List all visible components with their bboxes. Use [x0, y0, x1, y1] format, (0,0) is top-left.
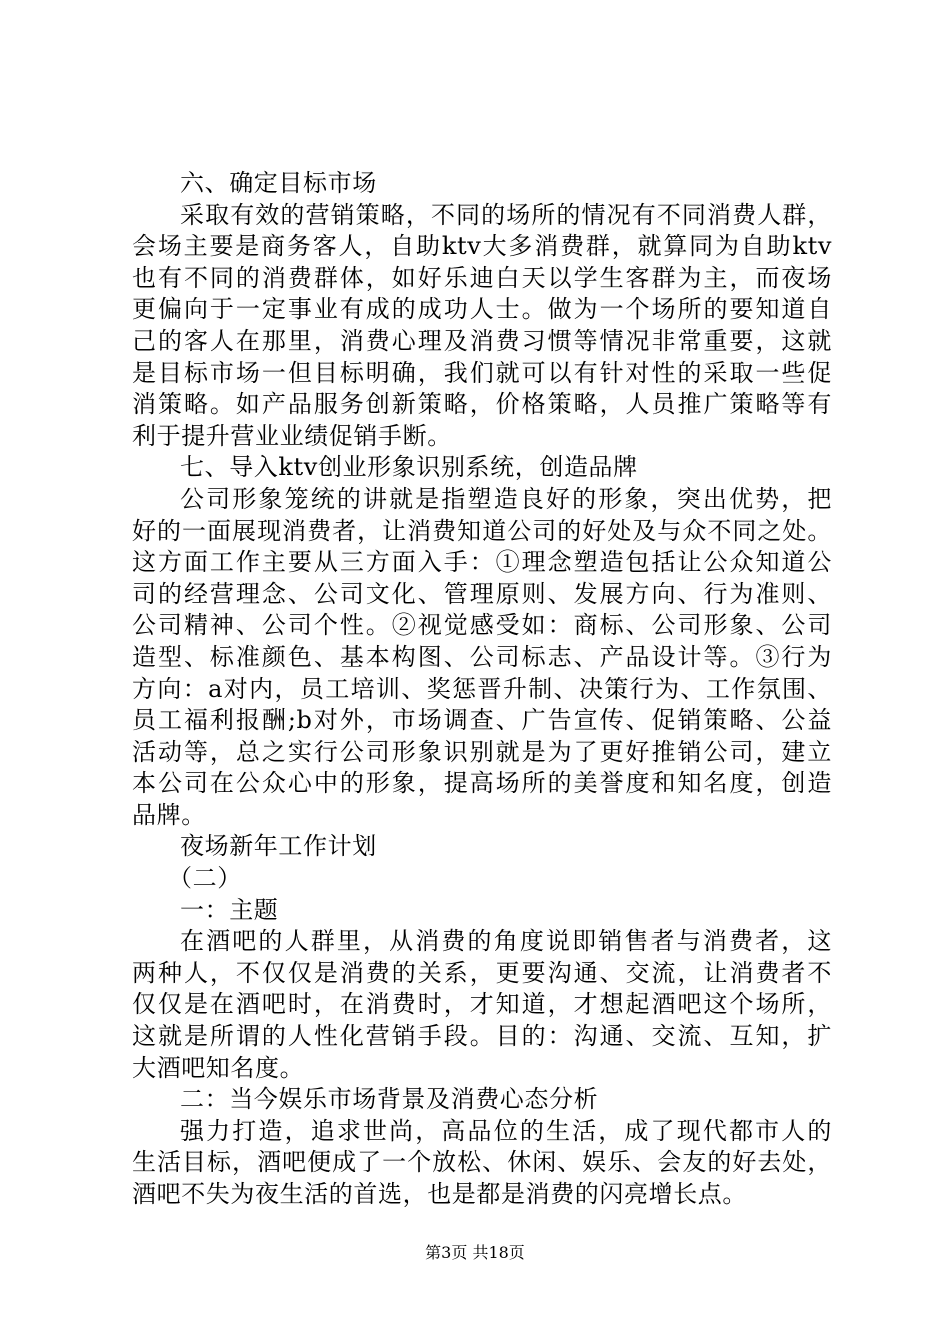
paragraph-line: 大酒吧知名度。 — [132, 1053, 305, 1082]
section-heading-6: 六、确定目标市场 — [180, 169, 377, 197]
paragraph-line: 员工福利报酬;b对外，市场调查、广告宣传、促销策略、公益 — [132, 706, 832, 735]
paragraph-line: 消策略。如产品服务创新策略，价格策略，人员推广策略等有 — [132, 390, 832, 419]
paragraph-line: 仅仅是在酒吧时，在消费时，才知道，才想起酒吧这个场所， — [132, 990, 832, 1019]
section-heading-2: 二：当今娱乐市场背景及消费心态分析 — [180, 1085, 599, 1114]
paragraph-line: 方向：a对内，员工培训、奖惩晋升制、决策行为、工作氛围、 — [132, 674, 832, 703]
paragraph-line: 在酒吧的人群里，从消费的角度说即销售者与消费者，这 — [180, 927, 832, 956]
paragraph-line: 两种人，不仅仅是消费的关系，更要沟通、交流，让消费者不 — [132, 958, 832, 987]
section-heading-7: 七、导入ktv创业形象识别系统，创造品牌 — [180, 453, 638, 482]
paragraph-line: 好的一面展现消费者，让消费知道公司的好处及与众不同之处。 — [132, 516, 832, 545]
paragraph-line: 本公司在公众心中的形象，提高场所的美誉度和知名度，创造 — [132, 769, 832, 798]
paragraph-line: 公司形象笼统的讲就是指塑造良好的形象，突出优势，把 — [180, 484, 832, 513]
paragraph-line: 会场主要是商务客人，自助ktv大多消费群，就算同为自助ktv — [132, 232, 832, 261]
paragraph-line: 生活目标，酒吧便成了一个放松、休闲、娱乐、会友的好去处， — [132, 1148, 832, 1177]
paragraph-line: 强力打造，追求世尚，高品位的生活，成了现代都市人的 — [180, 1116, 832, 1145]
page-number-footer: 第3页 共18页 — [425, 1243, 525, 1262]
paragraph-line: 品牌。 — [132, 800, 206, 829]
paragraph-line: 这方面工作主要从三方面入手：①理念塑造包括让公众知道公 — [132, 548, 832, 577]
paragraph-line: 司的经营理念、公司文化、管理原则、发展方向、行为准则、 — [132, 579, 832, 608]
paragraph-line: 这就是所谓的人性化营销手段。目的：沟通、交流、互知，扩 — [132, 1022, 832, 1051]
paragraph-line: 也有不同的消费群体，如好乐迪白天以学生客群为主，而夜场 — [132, 263, 832, 292]
paragraph-line: 公司精神、公司个性。②视觉感受如：商标、公司形象、公司 — [132, 611, 832, 640]
paragraph-line: 利于提升营业业绩促销手断。 — [132, 421, 452, 450]
document-subtitle: （二） — [168, 864, 242, 893]
paragraph-line: 造型、标准颜色、基本构图、公司标志、产品设计等。③行为 — [132, 642, 832, 671]
paragraph-line: 己的客人在那里，消费心理及消费习惯等情况非常重要，这就 — [132, 326, 832, 355]
document-title: 夜场新年工作计划 — [180, 832, 377, 861]
paragraph-line: 采取有效的营销策略，不同的场所的情况有不同消费人群， — [180, 200, 832, 229]
section-heading-1: 一：主题 — [180, 895, 279, 924]
paragraph-line: 是目标市场一但目标明确，我们就可以有针对性的采取一些促 — [132, 358, 832, 387]
document-body — [132, 168, 832, 1211]
paragraph-line: 更偏向于一定事业有成的成功人士。做为一个场所的要知道自 — [132, 295, 832, 324]
paragraph-line: 酒吧不失为夜生活的首选，也是都是消费的闪亮增长点。 — [132, 1180, 747, 1208]
paragraph-line: 活动等，总之实行公司形象识别就是为了更好推销公司，建立 — [132, 737, 832, 766]
